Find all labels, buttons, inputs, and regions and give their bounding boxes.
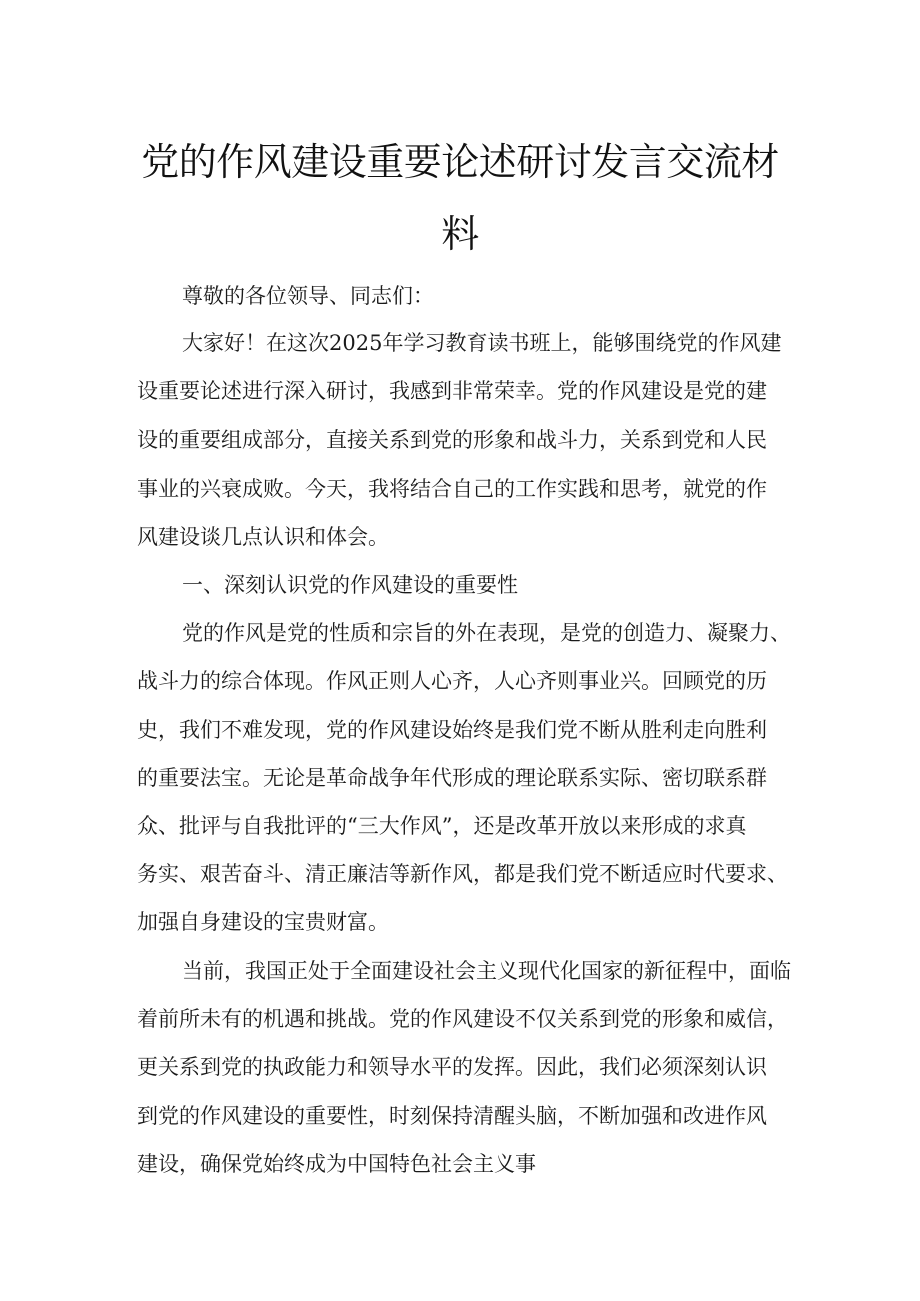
paragraph-line: 众、批评与自我批评的“三大作风”，还是改革开放以来形成的求真 [137, 814, 747, 838]
paragraph-line: 事业的兴衰成败。今天，我将结合自己的工作实践和思考，就党的作 [137, 477, 767, 501]
paragraph-line: 到党的作风建设的重要性，时刻保持清醒头脑，不断加强和改进作风 [137, 1104, 767, 1128]
paragraph-line: 建设，确保党始终成为中国特色社会主义事 [137, 1152, 536, 1176]
document-title-line-2: 料 [441, 212, 479, 256]
paragraph-line: 设重要论述进行深入研讨，我感到非常荣幸。党的作风建设是党的建 [137, 379, 767, 403]
paragraph-line: 的重要法宝。无论是革命战争年代形成的理论联系实际、密切联系群 [137, 766, 767, 790]
section-heading: 一、深刻认识党的作风建设的重要性 [182, 573, 518, 597]
paragraph-line: 设的重要组成部分，直接关系到党的形象和战斗力，关系到党和人民 [137, 428, 767, 452]
paragraph-line: 着前所未有的机遇和挑战。党的作风建设不仅关系到党的形象和威信， [137, 1007, 788, 1031]
paragraph-line: 党的作风是党的性质和宗旨的外在表现，是党的创造力、凝聚力、 [182, 621, 791, 645]
salutation: 尊敬的各位领导、同志们： [182, 284, 434, 308]
paragraph-line: 务实、艰苦奋斗、清正廉洁等新作风，都是我们党不断适应时代要求、 [137, 862, 788, 886]
paragraph-line: 更关系到党的执政能力和领导水平的发挥。因此，我们必须深刻认识 [137, 1055, 767, 1079]
paragraph-line: 大家好！在这次2025年学习教育读书班上，能够围绕党的作风建 [182, 331, 782, 355]
paragraph-line: 当前，我国正处于全面建设社会主义现代化国家的新征程中，面临 [182, 959, 791, 983]
document-title-line-1: 党的作风建设重要论述研讨发言交流材 [141, 140, 779, 184]
paragraph-line: 史，我们不难发现，党的作风建设始终是我们党不断从胜利走向胜利 [137, 718, 767, 742]
paragraph-line: 战斗力的综合体现。作风正则人心齐，人心齐则事业兴。回顾党的历 [137, 669, 767, 693]
paragraph-line: 加强自身建设的宝贵财富。 [137, 910, 389, 934]
paragraph-line: 风建设谈几点认识和体会。 [137, 525, 389, 549]
